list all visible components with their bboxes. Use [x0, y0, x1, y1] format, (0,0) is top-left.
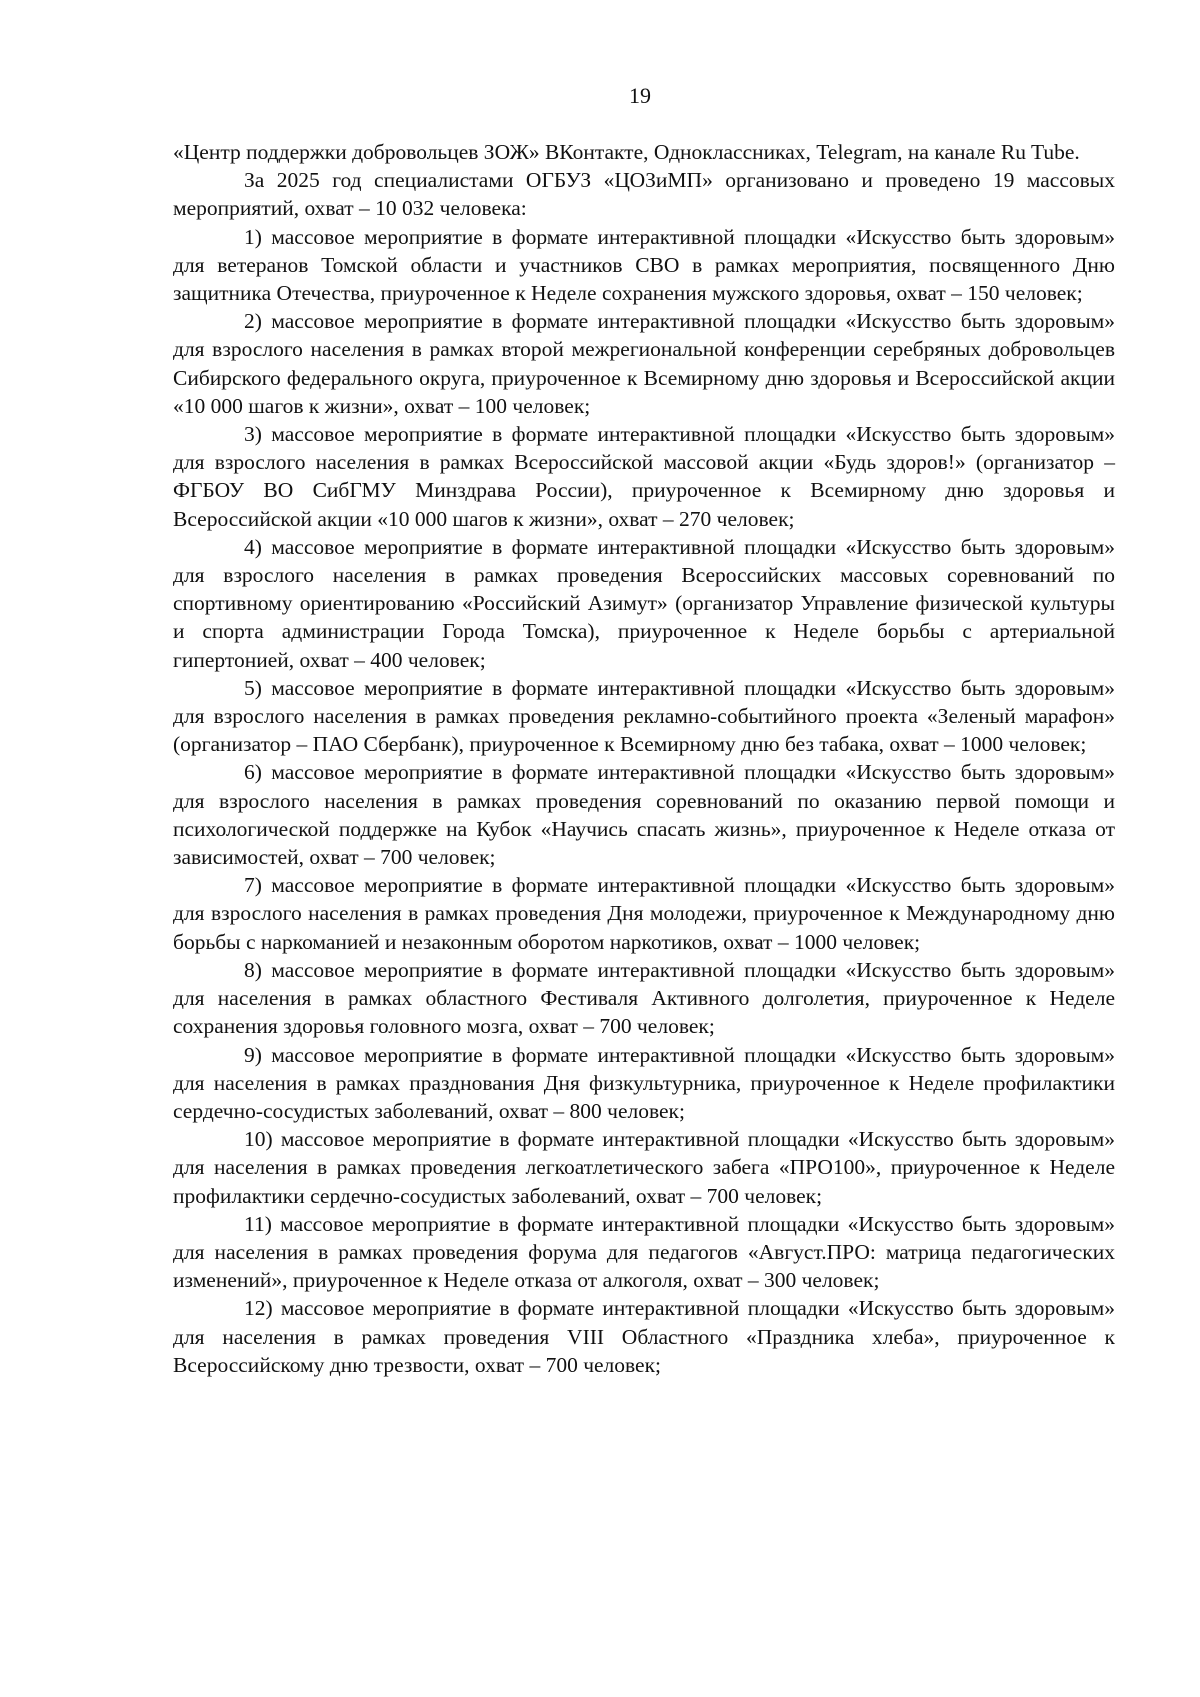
- list-item-7: 7) массовое мероприятие в формате интерактивной площадки «Искусство быть здоровым» для взрослого населения в рамках проведения Дня молодежи, приуроченное к Международному дню борьбы с наркоманией и незаконным оборотом наркотиков, охват – 1000 человек;: [173, 873, 1115, 954]
- list-item-9: 9) массовое мероприятие в формате интерактивной площадки «Искусство быть здоровым» для населения в рамках празднования Дня физкультурника, приуроченное к Неделе профилактики сердечно-сосудистых заболеваний, охват – 800 человек;: [173, 1042, 1115, 1123]
- list-item-2: 2) массовое мероприятие в формате интерактивной площадки «Искусство быть здоровым» для взрослого населения в рамках второй межрегиональной конференции серебряных добровольцев Сибирского федерального округа, приуроченное к Всемирному дню здоровья и Всероссийской акции «10 000 шагов к жизни», охват – 100 человек;: [173, 309, 1115, 418]
- paragraph-summary: За 2025 год специалистами ОГБУЗ «ЦОЗиМП» организовано и проведено 19 массовых мероприятий, охват – 10 032 человека:: [173, 168, 1115, 221]
- list-item-10: 10) массовое мероприятие в формате интерактивной площадки «Искусство быть здоровым» для населения в рамках проведения легкоатлетического забега «ПРО100», приуроченное к Неделе профилактики сердечно-сосудистых заболеваний, охват – 700 человек;: [173, 1127, 1115, 1208]
- list-item-4: 4) массовое мероприятие в формате интерактивной площадки «Искусство быть здоровым» для взрослого населения в рамках проведения Всероссийских массовых соревнований по спортивному ориентированию «Российский Азимут» (организатор Управление физической культуры и спорта администрации Города Томска), приуроченное к Неделе борьбы с артериальной гипертонией, охват – 400 человек;: [173, 534, 1115, 672]
- list-item-1: 1) массовое мероприятие в формате интерактивной площадки «Искусство быть здоровым» для ветеранов Томской области и участников СВО в рамках мероприятия, посвященного Дню защитника Отечества, приуроченное к Неделе сохранения мужского здоровья, охват – 150 человек;: [173, 224, 1115, 306]
- list-item-8: 8) массовое мероприятие в формате интерактивной площадки «Искусство быть здоровым» для населения в рамках областного Фестиваля Активного долголетия, приуроченное к Неделе сохранения здоровья головного мозга, охват – 700 человек;: [173, 957, 1115, 1039]
- list-item-11: 11) массовое мероприятие в формате интерактивной площадки «Искусство быть здоровым» для населения в рамках проведения форума для педагогов «Август.ПРО: матрица педагогических изменений», приуроченное к Неделе отказа от алкоголя, охват – 300 человек;: [173, 1211, 1115, 1293]
- paragraph-continuation: «Центр поддержки добровольцев ЗОЖ» ВКонтакте, Одноклассниках, Telegram, на канале Ru Tube.: [173, 140, 1080, 164]
- list-item-6: 6) массовое мероприятие в формате интерактивной площадки «Искусство быть здоровым» для взрослого населения в рамках проведения соревнований по оказанию первой помощи и психологической поддержке на Кубок «Научись спасать жизнь», приуроченное к Неделе отказа от зависимостей, охват – 700 человек;: [173, 760, 1115, 870]
- list-item-5: 5) массовое мероприятие в формате интерактивной площадки «Искусство быть здоровым» для взрослого населения в рамках проведения рекламно-событийного проекта «Зеленый марафон» (организатор – ПАО Сбербанк), приуроченное к Всемирному дню без табака, охват – 1000 человек;: [173, 675, 1115, 757]
- list-item-3: 3) массовое мероприятие в формате интерактивной площадки «Искусство быть здоровым» для взрослого населения в рамках Всероссийской массовой акции «Будь здоров!» (организатор – ФГБОУ ВО СибГМУ Минздрава России), приуроченное к Всемирному дню здоровья и Всероссийской акции «10 000 шагов к жизни», охват – 270 человек;: [173, 422, 1115, 531]
- document-body: [173, 138, 1115, 1379]
- page-number: 19: [629, 83, 651, 108]
- list-item-12: 12) массовое мероприятие в формате интерактивной площадки «Искусство быть здоровым» для населения в рамках проведения VIII Областного «Праздника хлеба», приуроченное к Всероссийскому дню трезвости, охват – 700 человек;: [173, 1296, 1115, 1377]
